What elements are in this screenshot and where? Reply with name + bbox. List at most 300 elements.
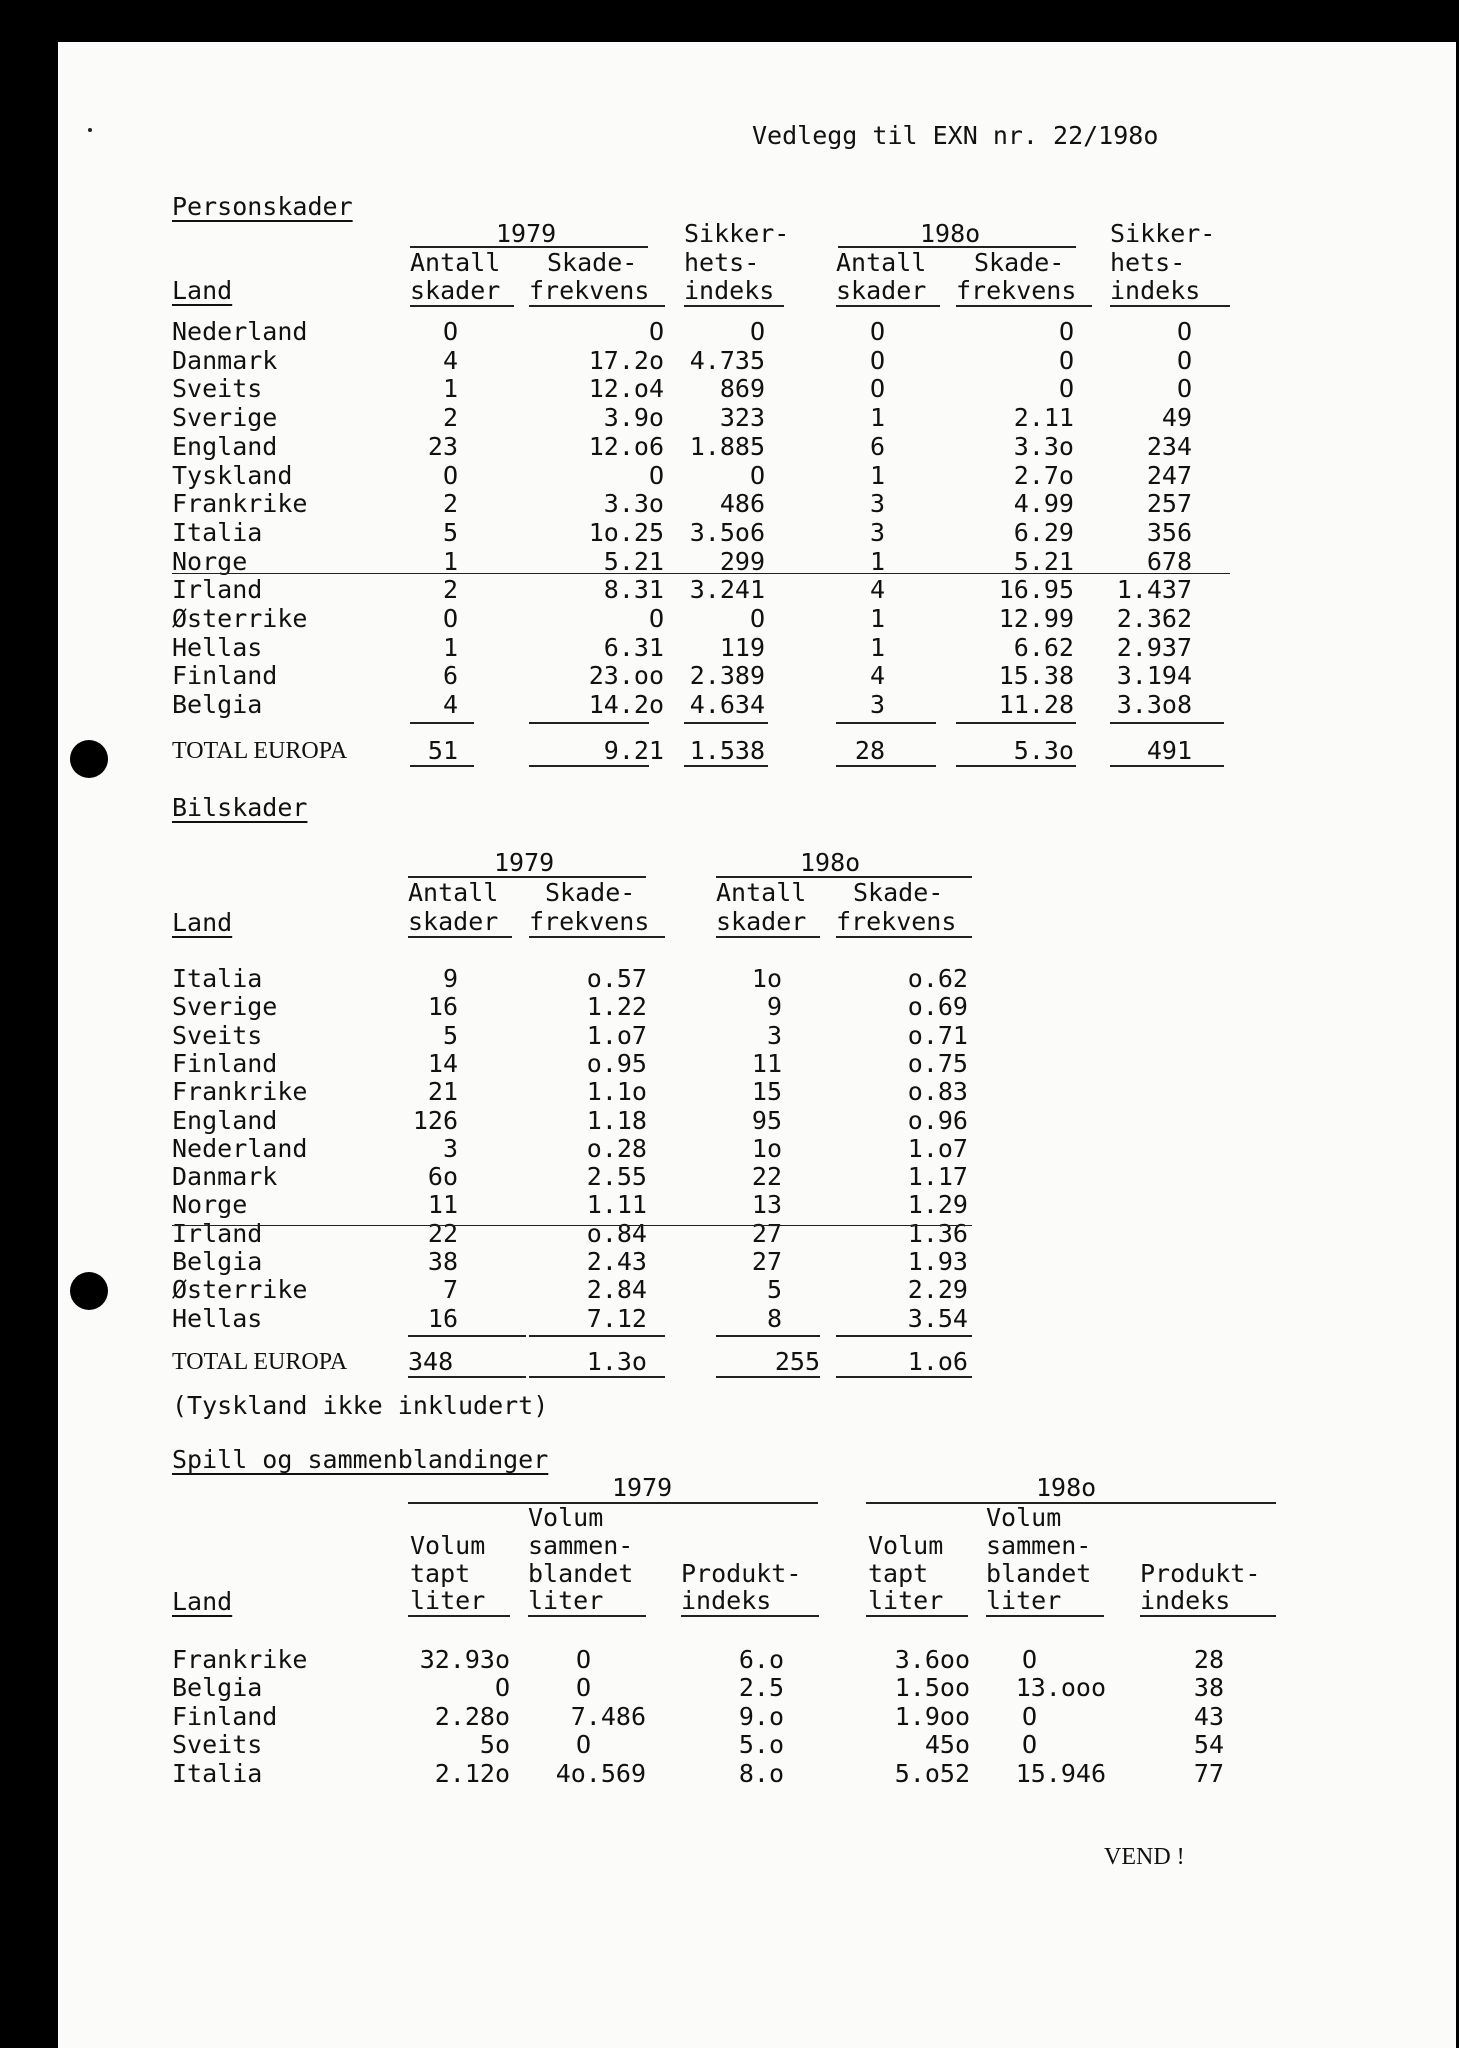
cell-indeks-1979: 1.538 (689, 736, 765, 765)
cell-volum-blandet-1980: O (1022, 1701, 1038, 1731)
cell-produktindeks-1980: 38 (1193, 1673, 1224, 1703)
cell-frekvens-1980: 6.29 (1013, 517, 1074, 547)
total-underline (529, 765, 649, 767)
header-antall: Antall (410, 248, 501, 277)
header-produkt: Produkt- (681, 1559, 802, 1588)
cell-antall-1980: 3 (869, 517, 885, 547)
header-volum: Volum (410, 1531, 486, 1560)
cell-frekvens-1979: 2.55 (586, 1162, 647, 1192)
cell-frekvens-1979: o.28 (586, 1133, 647, 1163)
cell-frekvens-1980: 1.17 (907, 1162, 968, 1192)
cell-antall-1979: 5 (442, 1020, 458, 1050)
cell-land: Sveits (172, 1020, 263, 1050)
header-indeks: indeks (1110, 276, 1201, 305)
cell-indeks-1980: 1.437 (1116, 575, 1192, 605)
cell-indeks-1980: 2.362 (1116, 604, 1192, 633)
header-volum: Volum (868, 1531, 944, 1560)
cell-volum-tapt-1979: 2.28o (434, 1701, 510, 1731)
cell-produktindeks-1980: 43 (1193, 1701, 1224, 1731)
cell-indeks-1980: 257 (1146, 489, 1192, 519)
cell-indeks-1980: 3.3o8 (1116, 690, 1192, 720)
cell-antall-1979: 7 (442, 1275, 458, 1305)
cell-land: Frankrike (172, 1645, 308, 1674)
cell-land: Belgia (172, 690, 263, 720)
cell-produktindeks-1980: 77 (1193, 1758, 1224, 1788)
cell-frekvens-1980: 1.93 (907, 1247, 968, 1276)
header-sikker-2: hets- (1110, 248, 1186, 277)
year-1979: 1979 (612, 1473, 673, 1502)
cell-frekvens-1979: 3.9o (603, 403, 664, 433)
cell-produktindeks-1979: 6.o (738, 1645, 784, 1674)
cell-land: Finland (172, 661, 278, 691)
cell-indeks-1979: 4.634 (689, 690, 765, 720)
bilskader-note: (Tyskland ikke inkludert) (172, 1391, 549, 1420)
cell-frekvens-1980: o.83 (907, 1077, 968, 1107)
header-tapt: tapt (868, 1559, 929, 1588)
cell-frekvens-1979: 1.11 (586, 1190, 647, 1220)
header-antall: Antall (408, 878, 499, 907)
cell-antall-1980: 13 (751, 1190, 782, 1220)
cell-volum-tapt-1980: 5.o52 (894, 1758, 970, 1788)
total-rule (529, 722, 649, 724)
cell-land: Irland (172, 1218, 263, 1248)
header-land: Land (172, 1587, 233, 1616)
header-underline (528, 1615, 646, 1617)
cell-indeks-1980: 247 (1146, 460, 1192, 490)
cell-frekvens-1979: 1.1o (586, 1077, 647, 1107)
cell-antall-1979: 14 (427, 1048, 458, 1078)
cell-antall-1979: O (442, 604, 458, 633)
cell-land: Sverige (172, 992, 278, 1022)
year-underline (866, 1502, 1276, 1504)
cell-indeks-1980: O (1176, 317, 1192, 346)
header-underline (836, 936, 972, 938)
cell-frekvens-1979: 1.o7 (586, 1020, 647, 1050)
cell-antall-1980: O (869, 345, 885, 375)
cell-antall-1979: 2 (442, 489, 458, 519)
cell-antall-1979: 1 (442, 546, 458, 576)
total-rule (410, 722, 474, 724)
cell-volum-tapt-1979: O (494, 1673, 510, 1703)
header-liter: liter (528, 1586, 604, 1615)
cell-land: Norge (172, 1190, 248, 1220)
cell-frekvens-1979: 2.43 (586, 1247, 647, 1276)
cell-indeks-1980: 678 (1146, 546, 1192, 576)
cell-indeks-1979: 3.241 (689, 575, 765, 605)
header-underline (529, 305, 665, 307)
cell-frekvens-1979: o.57 (586, 964, 647, 993)
cell-land: Sveits (172, 1730, 263, 1760)
cell-antall-1980: O (869, 317, 885, 346)
cell-land: Belgia (172, 1673, 263, 1703)
cell-produktindeks-1979: 9.o (738, 1701, 784, 1731)
cell-indeks-1980: 491 (1146, 736, 1192, 765)
cell-land: Danmark (172, 1162, 278, 1192)
cell-frekvens-1980: O (1058, 345, 1074, 375)
cell-volum-blandet-1979: O (576, 1645, 592, 1674)
cell-volum-blandet-1980: O (1022, 1645, 1038, 1674)
cell-antall-1980: 1 (869, 546, 885, 576)
cell-indeks-1979: O (749, 604, 765, 633)
year-1979: 1979 (494, 848, 555, 877)
cell-antall-1980: 6 (869, 431, 885, 461)
cell-indeks-1979: 3.5o6 (689, 517, 765, 547)
cell-land: Italia (172, 1758, 263, 1788)
total-rule (956, 722, 1076, 724)
cell-land: Hellas (172, 1303, 263, 1333)
cell-frekvens-1979: 8.31 (603, 575, 664, 605)
cell-frekvens-1979: 1.18 (586, 1105, 647, 1135)
header-sikker-2: hets- (684, 248, 760, 277)
header-sammen: sammen- (528, 1531, 634, 1560)
cell-land: Nederland (172, 1133, 308, 1163)
cell-frekvens-1980: 11.28 (998, 690, 1074, 720)
cell-antall-1980: 5 (766, 1275, 782, 1305)
cell-antall-1979: 21 (427, 1077, 458, 1107)
header-antall: Antall (836, 248, 927, 277)
header-land: Land (172, 276, 233, 305)
cell-land: Italia (172, 964, 263, 993)
cell-antall-1980: 1 (869, 604, 885, 633)
footer-vend: VEND ! (1104, 1844, 1185, 1870)
total-label: TOTAL EUROPA (172, 1349, 348, 1375)
cell-antall-1980: 22 (751, 1162, 782, 1192)
year-1980: 198o (800, 848, 861, 877)
header-skade: Skade- (547, 248, 638, 277)
cell-indeks-1979: 299 (719, 546, 765, 576)
cell-volum-tapt-1979: 5o (479, 1730, 510, 1760)
cell-land: Irland (172, 575, 263, 605)
header-frekvens: frekvens (529, 907, 650, 936)
header-underline (986, 1615, 1104, 1617)
cell-indeks-1979: 323 (719, 403, 765, 433)
cell-antall-1980: 28 (854, 736, 885, 765)
header-underline (408, 936, 512, 938)
total-rule (1110, 722, 1224, 724)
cell-frekvens-1979: O (648, 317, 664, 346)
cell-antall-1979: 22 (427, 1218, 458, 1248)
cell-indeks-1980: 3.194 (1116, 661, 1192, 691)
cell-antall-1980: 27 (751, 1218, 782, 1248)
cell-volum-blandet-1980: 15.946 (1015, 1758, 1106, 1788)
cell-frekvens-1980: o.96 (907, 1105, 968, 1135)
total-rule (408, 1335, 526, 1337)
cell-indeks-1980: 356 (1146, 517, 1192, 547)
total-rule (529, 1335, 665, 1337)
year-1979: 1979 (496, 219, 557, 248)
year-1980: 198o (920, 219, 981, 248)
cell-volum-blandet-1979: O (576, 1730, 592, 1760)
cell-volum-blandet-1980: O (1022, 1730, 1038, 1760)
cell-frekvens-1979: 23.oo (588, 661, 664, 691)
cell-produktindeks-1979: 2.5 (738, 1673, 784, 1703)
header-underline (716, 936, 820, 938)
cell-land: Østerrike (172, 1275, 308, 1305)
header-skade: Skade- (853, 878, 944, 907)
header-underline (866, 1615, 968, 1617)
cell-antall-1979: 2 (442, 575, 458, 605)
total-rule (836, 1335, 972, 1337)
cell-frekvens-1980: 16.95 (998, 575, 1074, 605)
total-underline (529, 1376, 665, 1378)
cell-indeks-1979: 119 (719, 632, 765, 662)
cell-antall-1979: O (442, 317, 458, 346)
cell-volum-blandet-1980: 13.ooo (1015, 1673, 1106, 1703)
cell-antall-1980: 4 (869, 575, 885, 605)
cell-antall-1979: 38 (427, 1247, 458, 1276)
cell-frekvens-1980: 15.38 (998, 661, 1074, 691)
section-title-spill: Spill og sammenblandinger (172, 1445, 549, 1474)
cell-volum-tapt-1980: 3.6oo (894, 1645, 970, 1674)
header-underline (410, 305, 514, 307)
cell-antall-1979: O (442, 460, 458, 490)
cell-indeks-1980: 49 (1161, 403, 1192, 433)
cell-indeks-1980: O (1176, 374, 1192, 404)
header-volum: Volum (986, 1503, 1062, 1532)
cell-frekvens-1980: 2.11 (1013, 403, 1074, 433)
cell-antall-1980: 4 (869, 661, 885, 691)
total-rule (836, 722, 936, 724)
header-skade: Skade- (545, 878, 636, 907)
cell-land: Frankrike (172, 1077, 308, 1107)
cell-volum-tapt-1979: 32.93o (419, 1645, 510, 1674)
header-sikker-1: Sikker- (1110, 219, 1216, 248)
header-liter: liter (868, 1586, 944, 1615)
cell-land: Tyskland (172, 460, 293, 490)
cell-antall-1979: 1 (442, 374, 458, 404)
total-rule (684, 722, 768, 724)
header-liter: liter (410, 1586, 486, 1615)
header-indeks: indeks (684, 276, 775, 305)
cell-frekvens-1979: 1.22 (586, 992, 647, 1022)
cell-produktindeks-1979: 8.o (738, 1758, 784, 1788)
cell-indeks-1980: 2.937 (1116, 632, 1192, 662)
cell-produktindeks-1980: 54 (1193, 1730, 1224, 1760)
cell-frekvens-1980: 2.7o (1013, 460, 1074, 490)
cell-frekvens-1979: 14.2o (588, 690, 664, 720)
cell-volum-tapt-1979: 2.12o (434, 1758, 510, 1788)
header-frekvens: frekvens (529, 276, 650, 305)
cell-frekvens-1979: 1.3o (586, 1347, 647, 1376)
norge-separator (172, 573, 1230, 574)
cell-frekvens-1980: 6.62 (1013, 632, 1074, 662)
cell-frekvens-1979: O (648, 460, 664, 490)
cell-produktindeks-1979: 5.o (738, 1730, 784, 1760)
header-frekvens: frekvens (836, 907, 957, 936)
cell-frekvens-1980: 3.54 (907, 1303, 968, 1333)
header-underline (1110, 305, 1230, 307)
cell-volum-tapt-1980: 45o (924, 1730, 970, 1760)
cell-antall-1979: 2 (442, 403, 458, 433)
header-tapt: tapt (410, 1559, 471, 1588)
cell-antall-1980: 3 (766, 1020, 782, 1050)
cell-frekvens-1979: 12.o4 (588, 374, 664, 404)
cell-antall-1979: 5 (442, 517, 458, 547)
cell-frekvens-1980: 1.o7 (907, 1133, 968, 1163)
cell-frekvens-1979: o.84 (586, 1218, 647, 1248)
cell-produktindeks-1980: 28 (1193, 1645, 1224, 1674)
cell-antall-1980: 27 (751, 1247, 782, 1276)
cell-frekvens-1980: 12.99 (998, 604, 1074, 633)
cell-antall-1980: 9 (766, 992, 782, 1022)
header-skader: skader (836, 276, 927, 305)
cell-antall-1980: 1 (869, 632, 885, 662)
section-title-bilskader: Bilskader (172, 793, 308, 822)
cell-frekvens-1979: 7.12 (586, 1303, 647, 1333)
header-sikker-1: Sikker- (684, 219, 790, 248)
cell-frekvens-1980: 3.3o (1013, 431, 1074, 461)
cell-antall-1979: 23 (427, 431, 458, 461)
cell-frekvens-1980: O (1058, 374, 1074, 404)
cell-indeks-1979: O (749, 317, 765, 346)
cell-land: Belgia (172, 1247, 263, 1276)
cell-land: England (172, 431, 278, 461)
cell-frekvens-1980: 4.99 (1013, 489, 1074, 519)
cell-antall-1979: 16 (427, 1303, 458, 1333)
cell-frekvens-1979: 2.84 (586, 1275, 647, 1305)
cell-land: Østerrike (172, 604, 308, 633)
cell-antall-1979: 6 (442, 661, 458, 691)
header-indeks: indeks (1140, 1586, 1231, 1615)
cell-antall-1980: 1o (751, 964, 782, 993)
cell-antall-1979: 51 (427, 736, 458, 765)
header-produkt: Produkt- (1140, 1559, 1261, 1588)
cell-antall-1980: 1 (869, 460, 885, 490)
cell-antall-1980: 15 (751, 1077, 782, 1107)
punch-hole (70, 1272, 108, 1310)
header-skade: Skade- (974, 248, 1065, 277)
cell-antall-1980: 1 (869, 403, 885, 433)
cell-indeks-1979: 1.885 (689, 431, 765, 461)
cell-frekvens-1979: 1o.25 (588, 517, 664, 547)
header-underline (681, 1615, 819, 1617)
cell-frekvens-1980: o.71 (907, 1020, 968, 1050)
total-underline (1110, 765, 1224, 767)
cell-antall-1979: 6o (427, 1162, 458, 1192)
cell-indeks-1979: 4.735 (689, 345, 765, 375)
cell-indeks-1980: O (1176, 345, 1192, 375)
cell-volum-tapt-1980: 1.9oo (894, 1701, 970, 1731)
header-underline (956, 305, 1092, 307)
cell-indeks-1979: 486 (719, 489, 765, 519)
total-rule (716, 1335, 820, 1337)
cell-indeks-1980: 234 (1146, 431, 1192, 461)
header-underline (408, 1615, 510, 1617)
header-antall: Antall (716, 878, 807, 907)
cell-frekvens-1979: 17.2o (588, 345, 664, 375)
total-underline (956, 765, 1076, 767)
header-liter: liter (986, 1586, 1062, 1615)
cell-antall-1980: O (869, 374, 885, 404)
cell-frekvens-1979: O (648, 604, 664, 633)
cell-indeks-1979: 869 (719, 374, 765, 404)
cell-antall-1980: 95 (751, 1105, 782, 1135)
total-underline (408, 1376, 526, 1378)
cell-land: Nederland (172, 317, 308, 346)
cell-indeks-1979: O (749, 460, 765, 490)
section-title-personskader: Personskader (172, 192, 353, 221)
cell-volum-blandet-1979: O (576, 1673, 592, 1703)
year-underline (408, 1502, 818, 1504)
cell-frekvens-1980: 1.29 (907, 1190, 968, 1220)
cell-antall-1979: 4 (442, 345, 458, 375)
cell-frekvens-1979: 9.21 (603, 736, 664, 765)
cell-antall-1980: 11 (751, 1048, 782, 1078)
header-skader: skader (408, 907, 499, 936)
document-header: Vedlegg til EXN nr. 22/198o (752, 121, 1159, 150)
cell-frekvens-1980: O (1058, 317, 1074, 346)
cell-frekvens-1979: 3.3o (603, 489, 664, 519)
cell-frekvens-1980: 5.21 (1013, 546, 1074, 576)
cell-land: Danmark (172, 345, 278, 375)
cell-antall-1979: 126 (412, 1105, 458, 1135)
header-sammen: sammen- (986, 1531, 1092, 1560)
speck (88, 128, 92, 132)
cell-land: Italia (172, 517, 263, 547)
cell-land: England (172, 1105, 278, 1135)
cell-land: Norge (172, 546, 248, 576)
cell-land: Finland (172, 1048, 278, 1078)
cell-land: Sverige (172, 403, 278, 433)
cell-frekvens-1980: 1.36 (907, 1218, 968, 1248)
cell-antall-1979: 3 (442, 1133, 458, 1163)
cell-land: Sveits (172, 374, 263, 404)
header-indeks: indeks (681, 1586, 772, 1615)
cell-frekvens-1979: 5.21 (603, 546, 664, 576)
year-1980: 198o (1036, 1473, 1097, 1502)
cell-frekvens-1980: o.75 (907, 1048, 968, 1078)
header-skader: skader (716, 907, 807, 936)
cell-indeks-1979: 2.389 (689, 661, 765, 691)
cell-frekvens-1979: 6.31 (603, 632, 664, 662)
total-underline (836, 1376, 972, 1378)
header-frekvens: frekvens (956, 276, 1077, 305)
total-underline (716, 1376, 820, 1378)
header-underline (836, 305, 940, 307)
total-label: TOTAL EUROPA (172, 738, 348, 764)
header-blandet: blandet (986, 1559, 1092, 1588)
total-underline (410, 765, 474, 767)
norge-separator (172, 1225, 972, 1226)
total-underline (836, 765, 936, 767)
header-underline (1140, 1615, 1276, 1617)
cell-antall-1980: 3 (869, 489, 885, 519)
cell-land: Frankrike (172, 489, 308, 519)
cell-antall-1980: 255 (774, 1347, 820, 1376)
cell-antall-1980: 1o (751, 1133, 782, 1163)
cell-antall-1979: 1 (442, 632, 458, 662)
header-underline (529, 936, 665, 938)
cell-frekvens-1979: o.95 (586, 1048, 647, 1078)
cell-land: Hellas (172, 632, 263, 662)
cell-antall-1979: 9 (442, 964, 458, 993)
cell-antall-1979: 348 (408, 1347, 454, 1376)
cell-antall-1980: 8 (766, 1303, 782, 1333)
cell-frekvens-1980: o.69 (907, 992, 968, 1022)
header-underline (684, 305, 784, 307)
total-underline (684, 765, 768, 767)
cell-volum-blandet-1979: 7.486 (570, 1701, 646, 1731)
header-land: Land (172, 908, 233, 937)
cell-frekvens-1980: 5.3o (1013, 736, 1074, 765)
cell-frekvens-1980: o.62 (907, 964, 968, 993)
cell-antall-1980: 3 (869, 690, 885, 720)
punch-hole (70, 740, 108, 778)
cell-frekvens-1980: 1.o6 (907, 1347, 968, 1376)
cell-frekvens-1980: 2.29 (907, 1275, 968, 1305)
cell-antall-1979: 4 (442, 690, 458, 720)
cell-land: Finland (172, 1701, 278, 1731)
